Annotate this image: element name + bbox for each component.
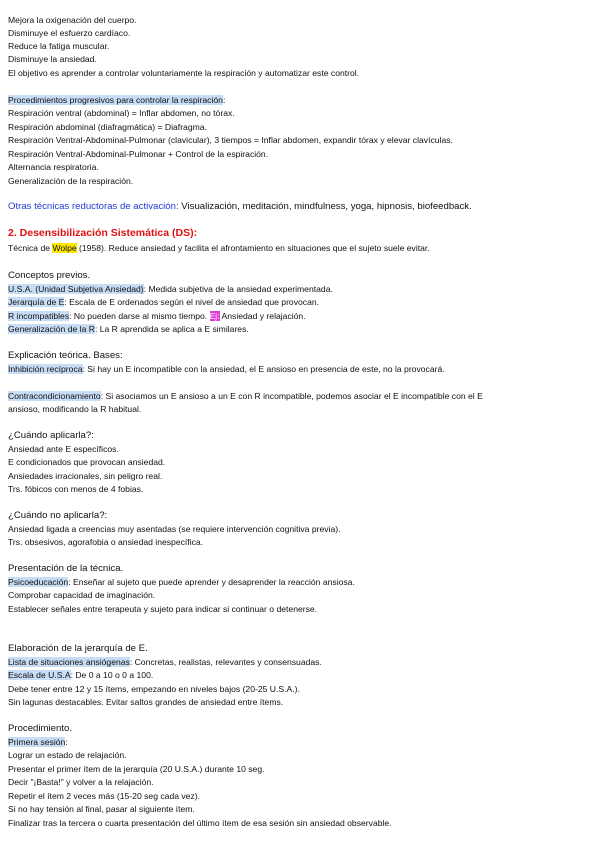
term-highlight: Inhibición recíproca bbox=[8, 364, 83, 374]
procedures-heading: Procedimientos progresivos para controlar la respiración: bbox=[8, 95, 226, 105]
example-tag: Ej: bbox=[209, 311, 220, 321]
term-highlight: R incompatibles bbox=[8, 311, 70, 321]
benefit-line: Mejora la oxigenación del cuerpo. bbox=[8, 15, 137, 25]
when-item: Ansiedad ante E específicos. bbox=[8, 444, 119, 454]
presentation-item: Comprobar capacidad de imaginación. bbox=[8, 590, 156, 600]
explanation-heading: Explicación teórica. Bases: bbox=[8, 350, 123, 361]
primera-sesion-line: Primera sesión: bbox=[8, 737, 68, 747]
other-techniques bbox=[8, 201, 472, 212]
when-not-heading: ¿Cuándo no aplicarla?: bbox=[8, 510, 108, 521]
term-highlight: Contracondicionamiento bbox=[8, 391, 101, 401]
lista-line: Lista de situaciones ansiógenas: Concretas, realistas, relevantes y consensuadas. bbox=[8, 657, 322, 667]
when-not-item: Trs. obsesivos, agorafobia o ansiedad inespecífica. bbox=[8, 537, 204, 547]
term-highlight: Lista de situaciones ansiógenas bbox=[8, 657, 130, 667]
wolpe-line: Técnica de Wolpe (1958). Reduce ansiedad y facilita el afrontamiento en situaciones que el sujeto suele evitar. bbox=[8, 243, 430, 253]
procedure-item: Respiración ventral (abdominal) = Inflar abdomen, no tórax. bbox=[8, 108, 235, 118]
concept-usa: U.S.A. (Unidad Subjetiva Ansiedad): Medida subjetiva de la ansiedad experimentada. bbox=[8, 284, 333, 294]
objective-line: El objetivo es aprender a controlar voluntariamente la respiración y automatizar este control. bbox=[8, 68, 360, 78]
concepts-heading: Conceptos previos. bbox=[8, 270, 91, 281]
term-highlight: Psicoeducación bbox=[8, 577, 69, 587]
elaboration-item: Sin lagunas destacables. Evitar saltos grandes de ansiedad entre ítems. bbox=[8, 697, 284, 707]
procedure-step: Repetir el ítem 2 veces más (15-20 seg cada vez). bbox=[8, 791, 201, 801]
escala-line: Escala de U.S.A: De 0 a 10 o 0 a 100. bbox=[8, 670, 154, 680]
other-techniques-list: Visualización, meditación, mindfulness, yoga, hipnosis, biofeedback. bbox=[178, 201, 472, 212]
inhibicion-line: Inhibición recíproca: Si hay un E incompatible con la ansiedad, el E ansioso en presencia de este, no la provocará. bbox=[8, 364, 445, 374]
presentation-item: Establecer señales entre terapeuta y sujeto para indicar si continuar o detenerse. bbox=[8, 604, 318, 614]
procedure-heading: Procedimiento. bbox=[8, 723, 72, 734]
procedures-heading-text: Procedimientos progresivos para controlar la respiración bbox=[8, 95, 223, 105]
concept-generalizacion: Generalización de la R: La R aprendida se aplica a E similares. bbox=[8, 324, 249, 334]
other-techniques-label: Otras técnicas reductoras de activación: bbox=[8, 201, 179, 212]
benefit-line: Disminuye la ansiedad. bbox=[8, 54, 97, 64]
term-highlight: U.S.A. (Unidad Subjetiva Ansiedad) bbox=[8, 284, 144, 294]
term-highlight: Generalización de la R bbox=[8, 324, 95, 334]
benefit-line: Disminuye el esfuerzo cardíaco. bbox=[8, 28, 131, 38]
procedure-item: Respiración abdominal (diafragmática) = Diafragma. bbox=[8, 122, 207, 132]
contracondicionamiento-line: Contracondicionamiento: Si asociamos un E ansioso a un E con R incompatible, podemos asociar el E incompatible con el E bbox=[8, 391, 483, 401]
term-highlight: Escala de U.S.A bbox=[8, 670, 71, 680]
when-item: Trs. fóbicos con menos de 4 fobias. bbox=[8, 484, 144, 494]
elaboration-heading: Elaboración de la jerarquía de E. bbox=[8, 643, 148, 654]
section-title: 2. Desensibilización Sistemática (DS): bbox=[8, 227, 198, 239]
procedure-step: Si no hay tensión al final, pasar al siguiente ítem. bbox=[8, 804, 195, 814]
psicoeducacion-line: Psicoeducación: Enseñar al sujeto que puede aprender y desaprender la reacción ansiosa. bbox=[8, 577, 355, 587]
procedure-item: Alternancia respiratoria. bbox=[8, 162, 99, 172]
procedure-item: Generalización de la respiración. bbox=[8, 176, 134, 186]
procedure-item: Respiración Ventral-Abdominal-Pulmonar (clavicular), 3 tiempos = Inflar abdomen, expandir tórax y elevar clavículas. bbox=[8, 135, 453, 145]
procedure-item: Respiración Ventral-Abdominal-Pulmonar + Control de la espiración. bbox=[8, 149, 269, 159]
procedure-step: Finalizar tras la tercera o cuarta presentación del último ítem de esa sesión sin ansiedad observable. bbox=[8, 818, 392, 828]
when-item: E condicionados que provocan ansiedad. bbox=[8, 457, 166, 467]
presentation-heading: Presentación de la técnica. bbox=[8, 563, 124, 574]
procedure-step: Presentar el primer ítem de la jerarquía (20 U.S.A.) durante 10 seg. bbox=[8, 764, 265, 774]
procedure-step: Lograr un estado de relajación. bbox=[8, 750, 127, 760]
contracondicionamiento-line-2: ansioso, modificando la R habitual. bbox=[8, 404, 142, 414]
term-highlight: Primera sesión bbox=[8, 737, 66, 747]
term-highlight: Jerarquía de E bbox=[8, 297, 65, 307]
benefit-line: Reduce la fatiga muscular. bbox=[8, 41, 110, 51]
elaboration-item: Debe tener entre 12 y 15 ítems, empezando en niveles bajos (20-25 U.S.A.). bbox=[8, 684, 300, 694]
when-heading: ¿Cuándo aplicarla?: bbox=[8, 430, 94, 441]
when-not-item: Ansiedad ligada a creencias muy asentadas (se requiere intervención cognitiva previa). bbox=[8, 524, 341, 534]
when-item: Ansiedades irracionales, sin peligro real. bbox=[8, 471, 163, 481]
concept-jerarquia: Jerarquía de E: Escala de E ordenados según el nivel de ansiedad que provocan. bbox=[8, 297, 320, 307]
procedure-step: Decir "¡Basta!" y volver a la relajación. bbox=[8, 777, 154, 787]
wolpe-highlight: Wolpe bbox=[52, 243, 77, 253]
concept-r-incompatibles: R incompatibles: No pueden darse al mismo tiempo. Ej: Ansiedad y relajación. bbox=[8, 311, 306, 321]
